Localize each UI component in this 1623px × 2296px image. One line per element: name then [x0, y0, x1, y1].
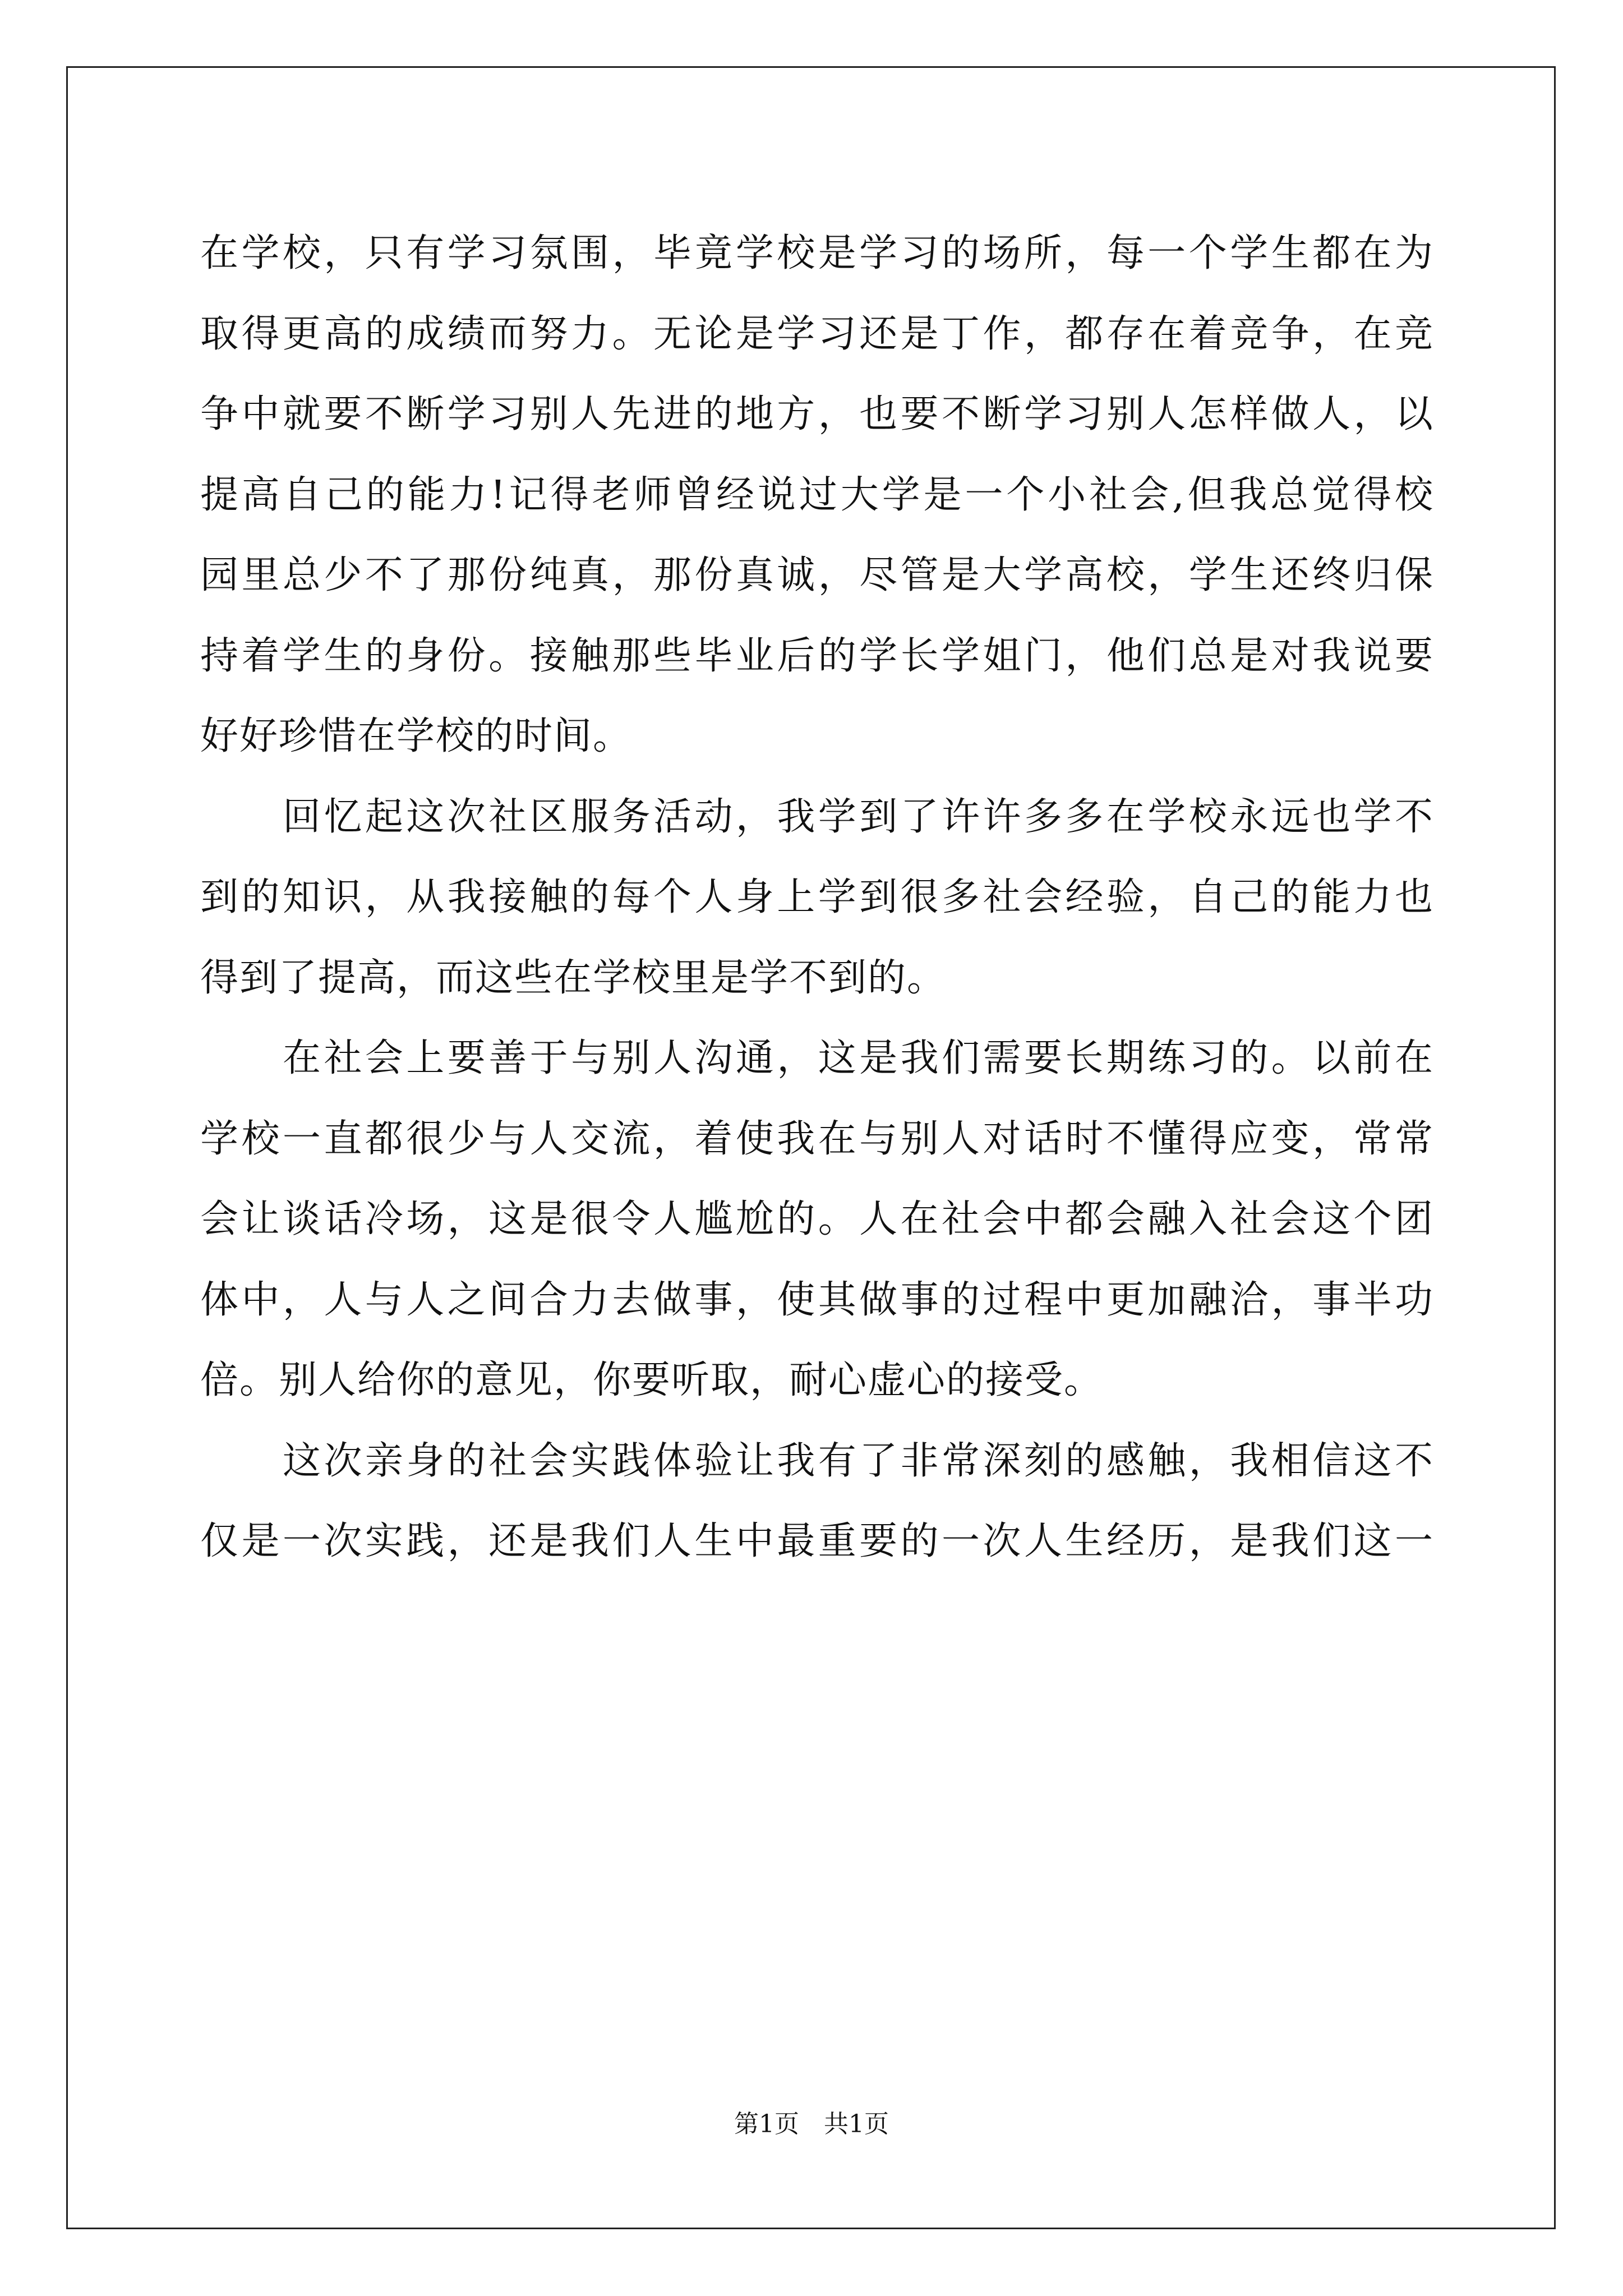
text-line: 持着学生的身份。接触那些毕业后的学长学姐门，他们总是对我说要 [200, 633, 1434, 678]
paragraph-4 [200, 1421, 1434, 1582]
text-line: 得到了提高，而这些在学校里是学不到的。 [200, 955, 947, 1000]
page-number-current: 第1页 [734, 2110, 799, 2138]
text-line: 学校一直都很少与人交流，着使我在与别人对话时不懂得应变，常常 [200, 1116, 1434, 1161]
text-line: 争中就要不断学习别人先进的地方，也要不断学习别人怎样做人，以 [200, 392, 1434, 436]
text-line: 仅是一次实践，还是我们人生中最重要的一次人生经历，是我们这一 [200, 1519, 1434, 1563]
text-line: 园里总少不了那份纯真，那份真诚，尽管是大学高校，学生还终归保 [200, 553, 1434, 597]
page-number-total: 共1页 [824, 2110, 889, 2138]
text-line: 体中，人与人之间合力去做事，使其做事的过程中更加融洽，事半功 [200, 1277, 1434, 1322]
paragraph-3 [200, 1018, 1434, 1421]
text-line: 到的知识，从我接触的每个人身上学到很多社会经验，自己的能力也 [200, 875, 1434, 919]
text-line: 会让谈话冷场，这是很令人尴尬的。人在社会中都会融入社会这个团 [200, 1197, 1434, 1241]
text-line: 回忆起这次社区服务活动，我学到了许许多多在学校永远也学不 [283, 794, 1434, 839]
text-line: 倍。别人给你的意见，你要听取，耐心虚心的接受。 [200, 1358, 1104, 1402]
paragraph-1 [200, 213, 1434, 777]
text-line: 这次亲身的社会实践体验让我有了非常深刻的感触，我相信这不 [283, 1438, 1434, 1483]
text-line: 在社会上要善于与别人沟通，这是我们需要长期练习的。以前在 [283, 1036, 1434, 1080]
text-line: 提高自己的能力!记得老师曾经说过大学是一个小社会,但我总觉得校 [200, 472, 1434, 517]
text-line: 好好珍惜在学校的时间。 [200, 714, 633, 758]
page-footer [0, 2104, 1623, 2139]
text-line: 在学校，只有学习氛围，毕竟学校是学习的场所，每一个学生都在为 [200, 231, 1434, 275]
paragraph-2 [200, 777, 1434, 1019]
document-body [200, 213, 1434, 1582]
text-line: 取得更高的成绩而努力。无论是学习还是丁作，都存在着竞争，在竞 [200, 311, 1434, 356]
